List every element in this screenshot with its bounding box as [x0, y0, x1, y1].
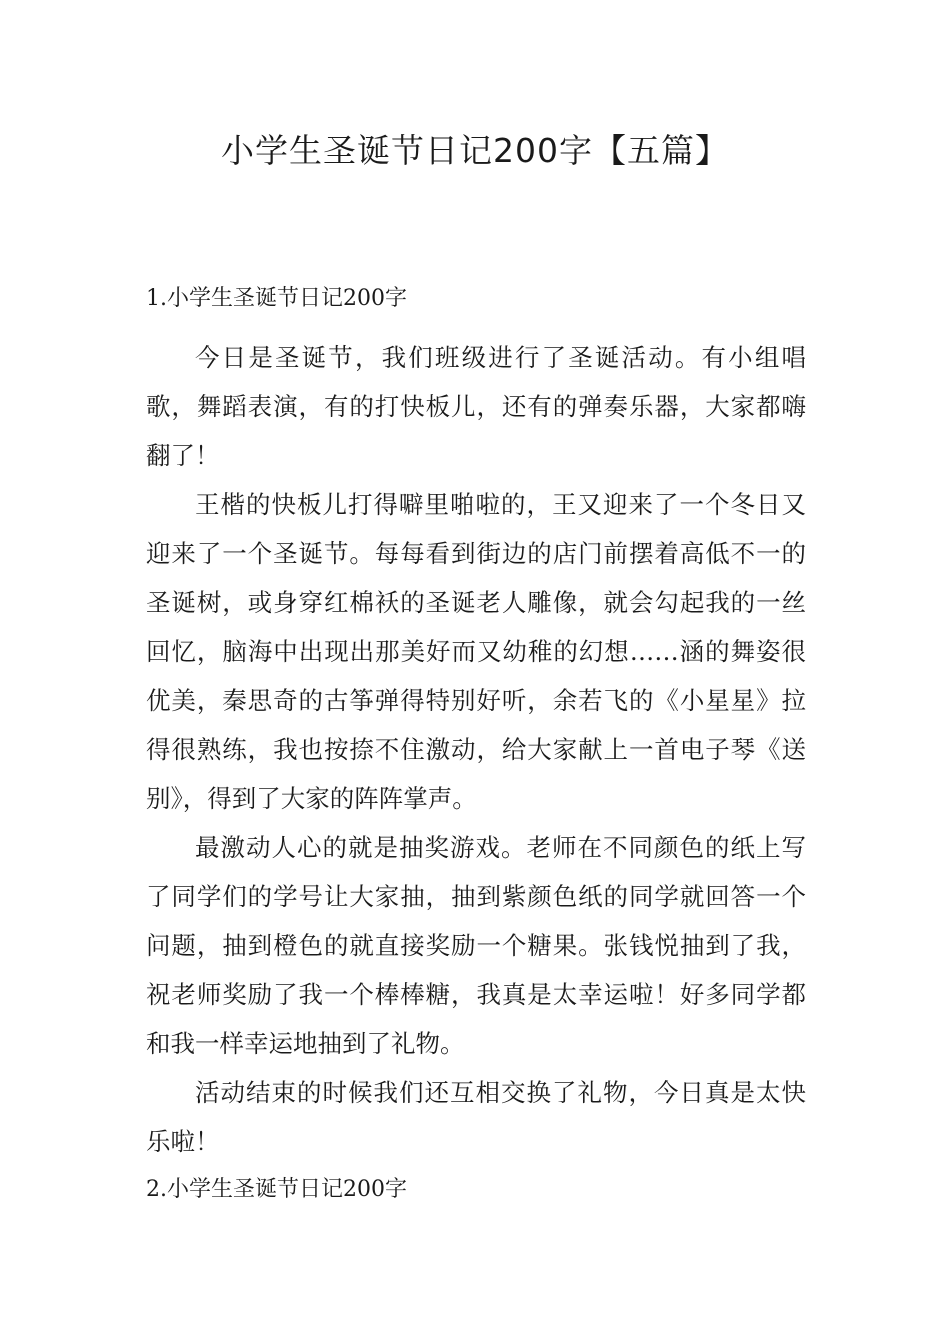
section-1-paragraph-3: 最激动人心的就是抽奖游戏。老师在不同颜色的纸上写了同学们的学号让大家抽，抽到紫颜色纸的同学就回答一个问题，抽到橙色的就直接奖励一个糖果。张钱悦抽到了我，祝老师奖励了我一个棒棒糖，我真是太幸运啦！好多同学都和我一样幸运地抽到了礼物。 — [146, 833, 806, 1058]
section-1-paragraph-2: 王楷的快板儿打得噼里啪啦的，王又迎来了一个冬日又迎来了一个圣诞节。每每看到街边的店门前摆着高低不一的圣诞树，或身穿红棉袄的圣诞老人雕像，就会勾起我的一丝回忆，脑海中出现出那美好而又幼稚的幻想……涵的舞姿很优美，秦思奇的古筝弹得特别好听，余若飞的《小星星》拉得很熟练，我也按捺不住激动，给大家献上一首电子琴《送别》，得到了大家的阵阵掌声。 — [146, 490, 806, 813]
section-2-heading: 2.小学生圣诞节日记200字 — [146, 1177, 407, 1202]
document-body — [146, 283, 806, 1224]
section-1-paragraph-1: 今日是圣诞节，我们班级进行了圣诞活动。有小组唱歌，舞蹈表演，有的打快板儿，还有的弹奏乐器，大家都嗨翻了！ — [146, 343, 806, 470]
section-1-paragraph-4: 活动结束的时候我们还互相交换了礼物，今日真是太快乐啦！ — [146, 1078, 806, 1156]
section-1-heading: 1.小学生圣诞节日记200字 — [146, 286, 407, 311]
document-title: 小学生圣诞节日记200字【五篇】 — [221, 131, 729, 170]
